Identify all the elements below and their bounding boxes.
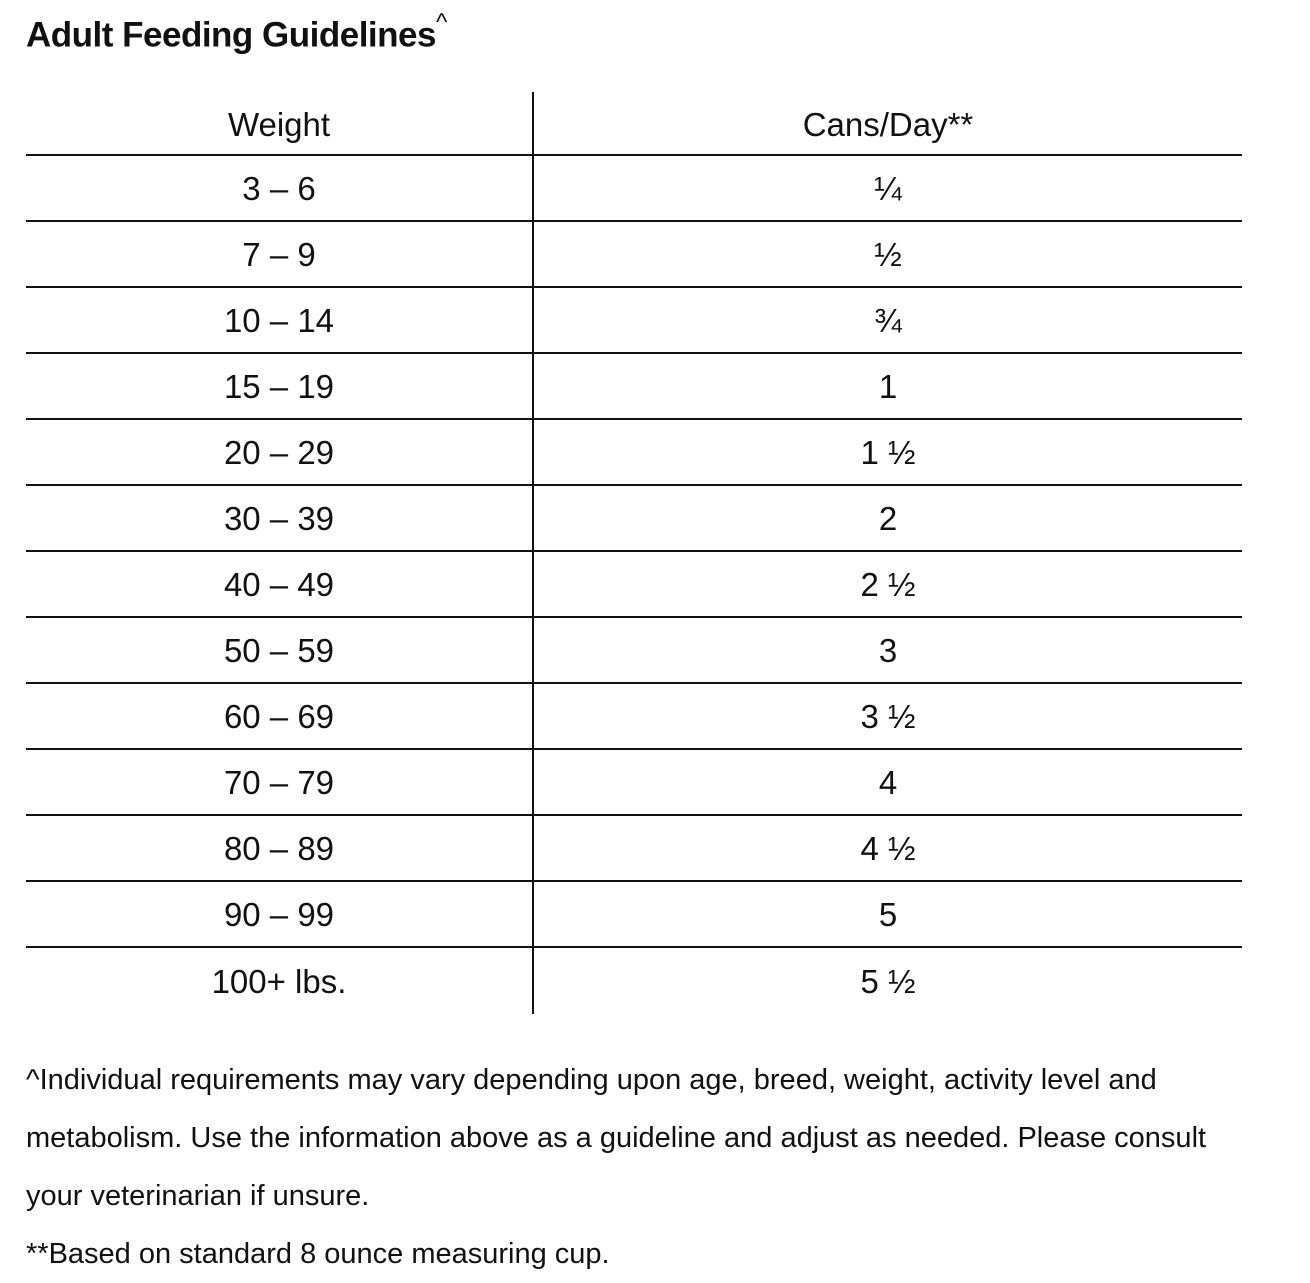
table-row: [26, 816, 1242, 882]
cans-cell: 5 ½: [860, 962, 916, 1000]
cans-cell: 1 ½: [860, 433, 916, 471]
cans-cell: 4: [878, 763, 898, 801]
weight-cell: 60 – 69: [26, 684, 534, 748]
table-row: [26, 420, 1242, 486]
table-row: [26, 948, 1242, 1014]
weight-cell: 3 – 6: [26, 156, 534, 220]
cans-cell: ½: [874, 235, 902, 273]
cans-cell: 1: [878, 367, 898, 405]
table-row: [26, 354, 1242, 420]
header-cans-per-day: Cans/Day**: [802, 105, 974, 143]
weight-cell: 50 – 59: [26, 618, 534, 682]
weight-cell: 30 – 39: [26, 486, 534, 550]
table-row: [26, 618, 1242, 684]
title-text: Adult Feeding Guidelines: [26, 15, 436, 55]
footnotes: [26, 1051, 1266, 1283]
weight-cell: 20 – 29: [26, 420, 534, 484]
page-title: [26, 4, 447, 59]
cans-cell: 2: [878, 499, 898, 537]
cans-cell: ¼: [874, 169, 902, 207]
weight-cell: 100+ lbs.: [26, 948, 534, 1014]
footnote-measuring-cup: **Based on standard 8 ounce measuring cup.: [26, 1238, 610, 1270]
table-row: [26, 222, 1242, 288]
table-row: [26, 552, 1242, 618]
header-weight: Weight: [26, 92, 534, 154]
weight-cell: 70 – 79: [26, 750, 534, 814]
weight-cell: 40 – 49: [26, 552, 534, 616]
cans-cell: ¾: [874, 301, 902, 339]
cans-cell: 5: [878, 895, 898, 933]
title-footnote-marker: ^: [435, 9, 447, 36]
table-row: [26, 486, 1242, 552]
footnote-individual-requirements: ^Individual requirements may vary depending upon age, breed, weight, activity level and metabolism. Use the information above as a guideline and adjust as needed. Please consult your veterinarian if unsure.: [26, 1064, 1207, 1212]
table-row: [26, 882, 1242, 948]
cans-cell: 4 ½: [860, 829, 916, 867]
cans-cell: 3 ½: [860, 697, 916, 735]
weight-cell: 10 – 14: [26, 288, 534, 352]
weight-cell: 90 – 99: [26, 882, 534, 946]
feeding-table: [26, 92, 1242, 1014]
cans-cell: 3: [878, 631, 898, 669]
cans-cell: 2 ½: [860, 565, 916, 603]
table-row: [26, 684, 1242, 750]
weight-cell: 7 – 9: [26, 222, 534, 286]
table-row: [26, 750, 1242, 816]
table-row: [26, 156, 1242, 222]
weight-cell: 15 – 19: [26, 354, 534, 418]
table-row: [26, 288, 1242, 354]
table-header-row: [26, 92, 1242, 156]
weight-cell: 80 – 89: [26, 816, 534, 880]
